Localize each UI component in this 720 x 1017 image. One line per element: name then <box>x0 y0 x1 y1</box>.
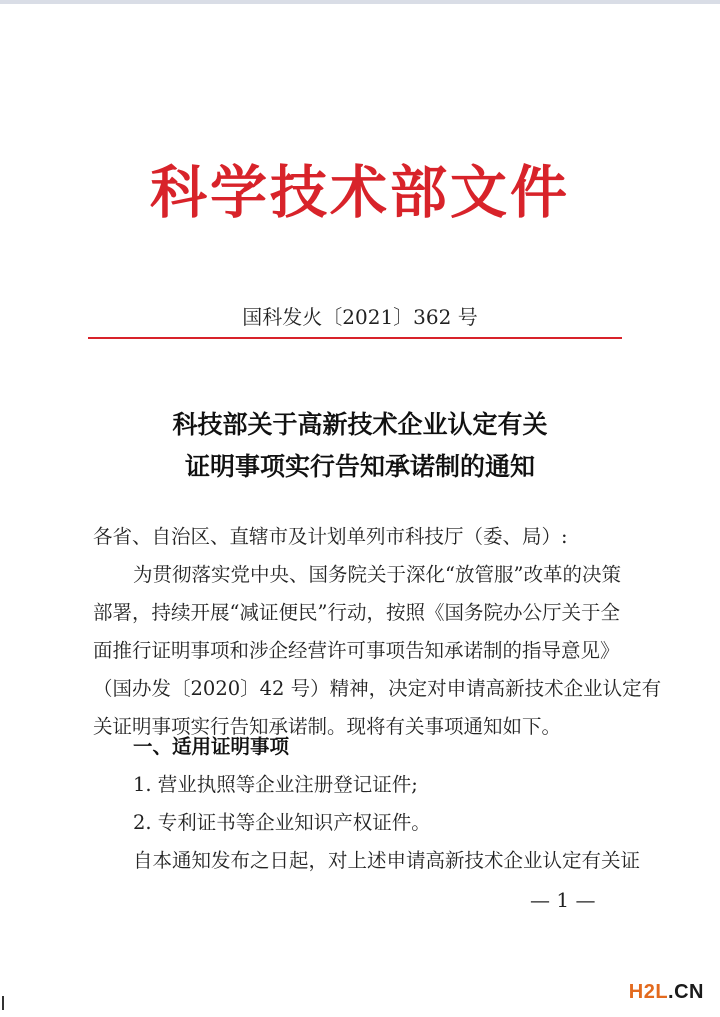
watermark-part-2: .CN <box>668 981 704 1003</box>
scan-edge-mark <box>2 996 4 1010</box>
section-1-heading: 一、适用证明事项 <box>133 735 290 758</box>
section-1-item: 1. 营业执照等企业注册登记证件; <box>133 773 418 796</box>
paragraph-1-line: 面推行证明事项和涉企经营许可事项告知承诺制的指导意见》 <box>93 639 620 662</box>
salutation: 各省、自治区、直辖市及计划单列市科技厅（委、局）: <box>93 525 568 548</box>
section-1-item: 2. 专利证书等企业知识产权证件。 <box>133 811 431 834</box>
paragraph-1-line: 部署，持续开展“减证便民”行动，按照《国务院办公厅关于全 <box>93 601 620 624</box>
paragraph-1-line: 为贯彻落实党中央、国务院关于深化“放管服”改革的决策 <box>133 563 621 586</box>
red-divider-line <box>88 337 622 339</box>
paragraph-1 <box>93 556 662 746</box>
closing-line: 自本通知发布之日起，对上述申请高新技术企业认定有关证 <box>133 849 641 872</box>
notice-title <box>0 404 720 488</box>
notice-title-line-1: 科技部关于高新技术企业认定有关 <box>172 410 548 439</box>
notice-title-line-2: 证明事项实行告知承诺制的通知 <box>184 452 535 481</box>
paragraph-1-line: （国办发〔2020〕42 号）精神，决定对申请高新技术企业认定有 <box>93 677 662 700</box>
page-number: — 1 — <box>530 888 596 912</box>
watermark-logo <box>629 978 704 1006</box>
watermark-part-1: H2L <box>628 981 669 1003</box>
document-number: 国科发火〔2021〕362 号 <box>242 305 478 329</box>
document-header-title: 科学技术部文件 <box>150 159 570 226</box>
paragraph-1-line: 关证明事项实行告知承诺制。现将有关事项通知如下。 <box>93 715 562 738</box>
